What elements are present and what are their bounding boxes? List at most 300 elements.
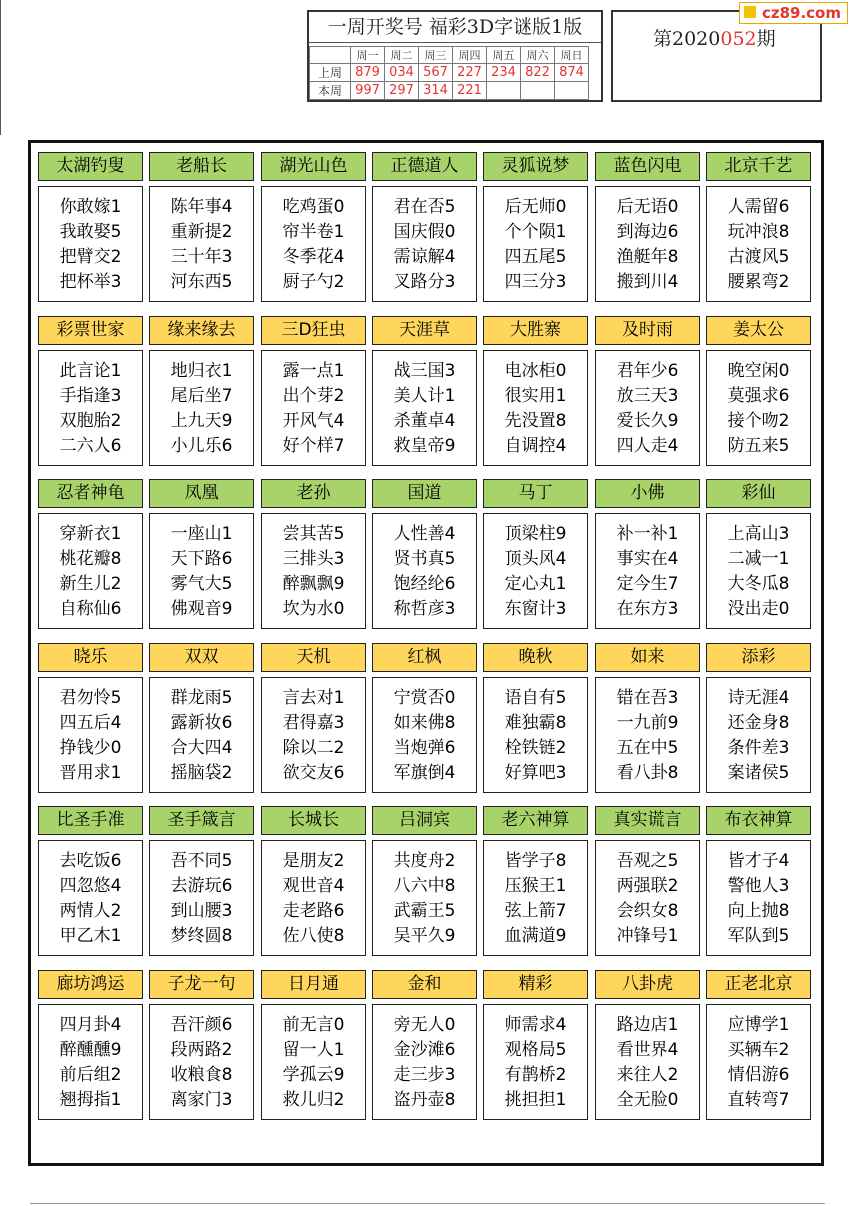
riddle-line: 语自有5 bbox=[504, 688, 567, 708]
riddle-line: 腰累弯2 bbox=[727, 272, 790, 292]
riddle-card bbox=[483, 970, 588, 1120]
riddle-body bbox=[38, 1004, 143, 1120]
riddle-line: 接个吻2 bbox=[727, 411, 790, 431]
riddle-card bbox=[706, 152, 811, 302]
page-title: 一周开奖号 福彩3D字谜版1版 bbox=[309, 12, 601, 43]
riddle-body bbox=[372, 350, 477, 466]
author-name: 太湖钓叟 bbox=[38, 152, 143, 181]
author-name: 老船长 bbox=[149, 152, 254, 181]
author-name: 小佛 bbox=[595, 479, 700, 508]
riddle-card bbox=[595, 970, 700, 1120]
riddle-card bbox=[261, 970, 366, 1120]
riddle-line: 军旗倒4 bbox=[393, 763, 456, 783]
riddle-line: 搬到川4 bbox=[616, 272, 679, 292]
issue-prefix: 第2020 bbox=[653, 28, 721, 50]
riddle-body bbox=[372, 186, 477, 302]
riddle-line: 后无师0 bbox=[504, 197, 567, 217]
riddle-line: 放三天3 bbox=[616, 386, 679, 406]
riddle-line: 战三国3 bbox=[393, 361, 456, 381]
last-week-row bbox=[310, 64, 589, 82]
riddle-line: 甲乙木1 bbox=[59, 926, 122, 946]
riddle-card bbox=[261, 643, 366, 793]
author-name: 姜太公 bbox=[706, 316, 811, 345]
author-name: 湖光山色 bbox=[261, 152, 366, 181]
riddle-card bbox=[38, 316, 143, 466]
riddle-line: 把杯举3 bbox=[59, 272, 122, 292]
riddle-line: 补一补1 bbox=[616, 524, 679, 544]
author-name: 圣手箴言 bbox=[149, 806, 254, 835]
riddle-body bbox=[706, 186, 811, 302]
draw-number: 221 bbox=[453, 82, 487, 100]
riddle-line: 四五尾5 bbox=[504, 247, 567, 267]
riddle-body bbox=[595, 513, 700, 629]
riddle-line: 四五后4 bbox=[59, 713, 122, 733]
riddle-line: 条件差3 bbox=[727, 738, 790, 758]
riddle-body bbox=[595, 840, 700, 956]
author-name: 布衣神算 bbox=[706, 806, 811, 835]
draw-number: 567 bbox=[419, 64, 453, 82]
riddle-body bbox=[38, 677, 143, 793]
riddle-card bbox=[483, 152, 588, 302]
riddle-line: 共度舟2 bbox=[393, 851, 456, 871]
site-logo[interactable] bbox=[739, 2, 848, 24]
riddle-line: 此言论1 bbox=[59, 361, 122, 381]
riddle-line: 留一人1 bbox=[282, 1040, 345, 1060]
issue-suffix: 期 bbox=[756, 28, 776, 50]
riddle-line: 军队到5 bbox=[727, 926, 790, 946]
riddle-line: 顶头风4 bbox=[504, 549, 567, 569]
riddle-line: 群龙雨5 bbox=[170, 688, 233, 708]
author-name: 金和 bbox=[372, 970, 477, 999]
riddle-line: 陈年事4 bbox=[170, 197, 233, 217]
riddle-line: 情侣游6 bbox=[727, 1065, 790, 1085]
riddle-body bbox=[483, 1004, 588, 1120]
riddle-line: 尾后坐7 bbox=[170, 386, 233, 406]
author-name: 马丁 bbox=[483, 479, 588, 508]
riddle-line: 是朋友2 bbox=[282, 851, 345, 871]
draw-number: 879 bbox=[351, 64, 385, 82]
author-name: 正老北京 bbox=[706, 970, 811, 999]
riddle-line: 路边店1 bbox=[616, 1015, 679, 1035]
author-name: 八卦虎 bbox=[595, 970, 700, 999]
riddle-line: 合大四4 bbox=[170, 738, 233, 758]
riddle-body bbox=[149, 350, 254, 466]
riddle-line: 醉飘飘9 bbox=[282, 574, 345, 594]
riddle-line: 观格局5 bbox=[504, 1040, 567, 1060]
riddle-line: 看世界4 bbox=[616, 1040, 679, 1060]
riddle-body bbox=[706, 350, 811, 466]
author-name: 长城长 bbox=[261, 806, 366, 835]
author-name: 比圣手准 bbox=[38, 806, 143, 835]
author-name: 精彩 bbox=[483, 970, 588, 999]
riddle-line: 八六中8 bbox=[393, 876, 456, 896]
author-name: 子龙一句 bbox=[149, 970, 254, 999]
riddle-body bbox=[706, 513, 811, 629]
riddle-card bbox=[38, 806, 143, 956]
author-name: 忍者神龟 bbox=[38, 479, 143, 508]
riddle-card bbox=[372, 316, 477, 466]
draw-number: 034 bbox=[385, 64, 419, 82]
riddle-line: 两强联2 bbox=[616, 876, 679, 896]
author-name: 晚秋 bbox=[483, 643, 588, 672]
riddle-body bbox=[261, 186, 366, 302]
riddle-line: 人需留6 bbox=[727, 197, 790, 217]
riddle-line: 冬季花4 bbox=[282, 247, 345, 267]
riddle-line: 三排头3 bbox=[282, 549, 345, 569]
riddle-line: 吾汗颜6 bbox=[170, 1015, 233, 1035]
draw-number: 297 bbox=[385, 82, 419, 100]
draw-number: 227 bbox=[453, 64, 487, 82]
this-week-label: 本周 bbox=[310, 82, 351, 100]
riddle-card bbox=[595, 316, 700, 466]
riddle-line: 地归衣1 bbox=[170, 361, 233, 381]
riddle-line: 血满道9 bbox=[504, 926, 567, 946]
riddle-line: 四忽悠4 bbox=[59, 876, 122, 896]
riddle-card bbox=[706, 643, 811, 793]
riddle-line: 古渡风5 bbox=[727, 247, 790, 267]
riddle-line: 人性善4 bbox=[393, 524, 456, 544]
riddle-body bbox=[372, 1004, 477, 1120]
riddle-line: 君勿怜5 bbox=[59, 688, 122, 708]
riddle-line: 先没置8 bbox=[504, 411, 567, 431]
corner-cell bbox=[310, 47, 351, 64]
riddle-line: 还金身8 bbox=[727, 713, 790, 733]
riddle-line: 两情人2 bbox=[59, 901, 122, 921]
author-name: 天机 bbox=[261, 643, 366, 672]
riddle-card bbox=[483, 643, 588, 793]
riddle-line: 自调控4 bbox=[504, 436, 567, 456]
riddle-body bbox=[372, 513, 477, 629]
riddle-line: 到海边6 bbox=[616, 222, 679, 242]
day-fri: 周五 bbox=[487, 47, 521, 64]
author-name: 三D狂虫 bbox=[261, 316, 366, 345]
riddle-line: 玩冲浪8 bbox=[727, 222, 790, 242]
riddle-body bbox=[483, 186, 588, 302]
author-name: 彩仙 bbox=[706, 479, 811, 508]
left-edge-line bbox=[0, 0, 1, 135]
riddle-line: 前后组2 bbox=[59, 1065, 122, 1085]
riddle-line: 雾气大5 bbox=[170, 574, 233, 594]
riddle-card bbox=[372, 643, 477, 793]
riddle-line: 一九前9 bbox=[616, 713, 679, 733]
riddle-line: 个个陨1 bbox=[504, 222, 567, 242]
riddle-card bbox=[595, 479, 700, 629]
riddle-body bbox=[372, 840, 477, 956]
riddle-body bbox=[261, 677, 366, 793]
riddle-line: 后无语0 bbox=[616, 197, 679, 217]
riddle-card bbox=[149, 152, 254, 302]
riddle-line: 称哲彦3 bbox=[393, 599, 456, 619]
riddle-line: 莫强求6 bbox=[727, 386, 790, 406]
riddle-line: 电冰柜0 bbox=[504, 361, 567, 381]
riddle-line: 自称仙6 bbox=[59, 599, 122, 619]
riddle-body bbox=[149, 1004, 254, 1120]
riddle-line: 弦上箭7 bbox=[504, 901, 567, 921]
riddle-card bbox=[149, 316, 254, 466]
riddle-line: 开风气4 bbox=[282, 411, 345, 431]
riddle-line: 四人走4 bbox=[616, 436, 679, 456]
riddle-line: 醉醺醺9 bbox=[59, 1040, 122, 1060]
riddle-body bbox=[372, 677, 477, 793]
day-sat: 周六 bbox=[521, 47, 555, 64]
riddle-line: 如来佛8 bbox=[393, 713, 456, 733]
riddle-body bbox=[483, 677, 588, 793]
riddle-line: 武霸王5 bbox=[393, 901, 456, 921]
riddle-body bbox=[261, 513, 366, 629]
riddle-line: 出个芽2 bbox=[282, 386, 345, 406]
riddle-line: 学孤云9 bbox=[282, 1065, 345, 1085]
riddle-body bbox=[595, 186, 700, 302]
riddle-card bbox=[595, 806, 700, 956]
riddle-line: 四月卦4 bbox=[59, 1015, 122, 1035]
riddle-line: 前无言0 bbox=[282, 1015, 345, 1035]
author-name: 红枫 bbox=[372, 643, 477, 672]
draw-number: 874 bbox=[555, 64, 589, 82]
riddle-line: 露新妆6 bbox=[170, 713, 233, 733]
riddle-line: 摇脑袋2 bbox=[170, 763, 233, 783]
bottom-divider bbox=[30, 1203, 825, 1204]
riddle-line: 直转弯7 bbox=[727, 1090, 790, 1110]
riddle-line: 手指逢3 bbox=[59, 386, 122, 406]
riddle-line: 顶梁柱9 bbox=[504, 524, 567, 544]
riddle-line: 去游玩6 bbox=[170, 876, 233, 896]
riddle-line: 美人计1 bbox=[393, 386, 456, 406]
author-name: 蓝色闪电 bbox=[595, 152, 700, 181]
riddle-card bbox=[372, 479, 477, 629]
riddle-line: 新生儿2 bbox=[59, 574, 122, 594]
riddle-line: 走三步3 bbox=[393, 1065, 456, 1085]
riddle-body bbox=[483, 513, 588, 629]
riddle-line: 皆才子4 bbox=[727, 851, 790, 871]
riddle-card bbox=[38, 479, 143, 629]
riddle-line: 定心丸1 bbox=[504, 574, 567, 594]
riddle-line: 防五来5 bbox=[727, 436, 790, 456]
riddle-line: 离家门3 bbox=[170, 1090, 233, 1110]
riddle-body bbox=[261, 840, 366, 956]
riddle-line: 大冬瓜8 bbox=[727, 574, 790, 594]
riddle-line: 晋用求1 bbox=[59, 763, 122, 783]
riddle-card bbox=[149, 970, 254, 1120]
day-header-row bbox=[310, 47, 589, 64]
draw-number bbox=[521, 82, 555, 100]
riddle-line: 吃鸡蛋0 bbox=[282, 197, 345, 217]
riddle-card bbox=[595, 643, 700, 793]
riddle-line: 除以二2 bbox=[282, 738, 345, 758]
riddle-line: 栓铁链2 bbox=[504, 738, 567, 758]
riddle-line: 观世音4 bbox=[282, 876, 345, 896]
riddle-line: 应博学1 bbox=[727, 1015, 790, 1035]
riddle-card bbox=[372, 970, 477, 1120]
riddle-line: 露一点1 bbox=[282, 361, 345, 381]
riddle-line: 上高山3 bbox=[727, 524, 790, 544]
riddle-line: 师需求4 bbox=[504, 1015, 567, 1035]
riddle-line: 救皇帝9 bbox=[393, 436, 456, 456]
author-name: 及时雨 bbox=[595, 316, 700, 345]
day-wed: 周三 bbox=[419, 47, 453, 64]
riddle-body bbox=[38, 840, 143, 956]
author-name: 北京千艺 bbox=[706, 152, 811, 181]
riddle-card bbox=[595, 152, 700, 302]
riddle-board bbox=[28, 140, 824, 1166]
riddle-card bbox=[483, 806, 588, 956]
riddle-body bbox=[595, 677, 700, 793]
riddle-line: 好算吧3 bbox=[504, 763, 567, 783]
riddle-body bbox=[261, 350, 366, 466]
day-sun: 周日 bbox=[555, 47, 589, 64]
day-mon: 周一 bbox=[351, 47, 385, 64]
riddle-line: 宁赏否0 bbox=[393, 688, 456, 708]
riddle-line: 佛观音9 bbox=[170, 599, 233, 619]
riddle-line: 四三分3 bbox=[504, 272, 567, 292]
riddle-line: 晚空闲0 bbox=[727, 361, 790, 381]
riddle-line: 吾观之5 bbox=[616, 851, 679, 871]
riddle-line: 国庆假0 bbox=[393, 222, 456, 242]
riddle-line: 去吃饭6 bbox=[59, 851, 122, 871]
riddle-line: 爱长久9 bbox=[616, 411, 679, 431]
riddle-line: 君在否5 bbox=[393, 197, 456, 217]
draw-number: 314 bbox=[419, 82, 453, 100]
riddle-line: 案诸侯5 bbox=[727, 763, 790, 783]
author-name: 老孙 bbox=[261, 479, 366, 508]
riddle-line: 渔艇年8 bbox=[616, 247, 679, 267]
riddle-card bbox=[261, 152, 366, 302]
riddle-card bbox=[38, 970, 143, 1120]
riddle-line: 杀董卓4 bbox=[393, 411, 456, 431]
riddle-line: 吾不同5 bbox=[170, 851, 233, 871]
riddle-card bbox=[149, 806, 254, 956]
day-tue: 周二 bbox=[385, 47, 419, 64]
day-thu: 周四 bbox=[453, 47, 487, 64]
riddle-body bbox=[149, 677, 254, 793]
author-name: 凤凰 bbox=[149, 479, 254, 508]
riddle-card bbox=[261, 806, 366, 956]
draw-number: 997 bbox=[351, 82, 385, 100]
riddle-line: 你敢嫁1 bbox=[59, 197, 122, 217]
riddle-body bbox=[595, 350, 700, 466]
riddle-line: 小儿乐6 bbox=[170, 436, 233, 456]
riddle-line: 诗无涯4 bbox=[727, 688, 790, 708]
riddle-body bbox=[38, 350, 143, 466]
riddle-line: 收粮食8 bbox=[170, 1065, 233, 1085]
riddle-line: 我敢娶5 bbox=[59, 222, 122, 242]
last-week-label: 上周 bbox=[310, 64, 351, 82]
riddle-card bbox=[483, 316, 588, 466]
author-name: 如来 bbox=[595, 643, 700, 672]
riddle-card bbox=[372, 806, 477, 956]
riddle-line: 坎为水0 bbox=[282, 599, 345, 619]
riddle-line: 君年少6 bbox=[616, 361, 679, 381]
riddle-line: 当炮弹6 bbox=[393, 738, 456, 758]
riddle-body bbox=[483, 350, 588, 466]
author-name: 吕洞宾 bbox=[372, 806, 477, 835]
author-name: 灵狐说梦 bbox=[483, 152, 588, 181]
riddle-line: 梦终圆8 bbox=[170, 926, 233, 946]
riddle-line: 有鹊桥2 bbox=[504, 1065, 567, 1085]
issue-label bbox=[653, 24, 776, 51]
riddle-card bbox=[706, 316, 811, 466]
author-name: 廊坊鸿运 bbox=[38, 970, 143, 999]
riddle-line: 一座山1 bbox=[170, 524, 233, 544]
riddle-line: 很实用1 bbox=[504, 386, 567, 406]
riddle-card bbox=[38, 152, 143, 302]
riddle-body bbox=[149, 513, 254, 629]
riddle-line: 挑担担1 bbox=[504, 1090, 567, 1110]
riddle-line: 翘拇指1 bbox=[59, 1090, 122, 1110]
riddle-body bbox=[595, 1004, 700, 1120]
riddle-line: 需谅解4 bbox=[393, 247, 456, 267]
riddle-line: 错在吾3 bbox=[616, 688, 679, 708]
logo-text: cz89.com bbox=[761, 4, 841, 22]
riddle-card bbox=[483, 479, 588, 629]
author-name: 天涯草 bbox=[372, 316, 477, 345]
author-name: 真实谎言 bbox=[595, 806, 700, 835]
riddle-line: 吴平久9 bbox=[393, 926, 456, 946]
riddle-body bbox=[706, 840, 811, 956]
riddle-line: 把臂交2 bbox=[59, 247, 122, 267]
draw-number: 822 bbox=[521, 64, 555, 82]
issue-number: 052 bbox=[720, 28, 757, 50]
riddle-line: 好个样7 bbox=[282, 436, 345, 456]
riddle-line: 警他人3 bbox=[727, 876, 790, 896]
author-name: 添彩 bbox=[706, 643, 811, 672]
riddle-card bbox=[149, 643, 254, 793]
draw-number: 234 bbox=[487, 64, 521, 82]
author-name: 国道 bbox=[372, 479, 477, 508]
riddle-line: 欲交友6 bbox=[282, 763, 345, 783]
riddle-card bbox=[706, 970, 811, 1120]
riddle-body bbox=[149, 840, 254, 956]
riddle-line: 难独霸8 bbox=[504, 713, 567, 733]
draw-number bbox=[487, 82, 521, 100]
riddle-card bbox=[38, 643, 143, 793]
riddle-line: 冲锋号1 bbox=[616, 926, 679, 946]
draw-number bbox=[555, 82, 589, 100]
riddle-line: 帘半卷1 bbox=[282, 222, 345, 242]
riddle-line: 压猴王1 bbox=[504, 876, 567, 896]
riddle-line: 定今生7 bbox=[616, 574, 679, 594]
riddle-body bbox=[38, 186, 143, 302]
author-name: 缘来缘去 bbox=[149, 316, 254, 345]
riddle-line: 河东西5 bbox=[170, 272, 233, 292]
riddle-line: 桃花瓣8 bbox=[59, 549, 122, 569]
riddle-line: 看八卦8 bbox=[616, 763, 679, 783]
riddle-line: 旁无人0 bbox=[393, 1015, 456, 1035]
riddle-line: 二减一1 bbox=[727, 549, 790, 569]
riddle-line: 事实在4 bbox=[616, 549, 679, 569]
riddle-card bbox=[261, 316, 366, 466]
riddle-line: 到山腰3 bbox=[170, 901, 233, 921]
riddle-line: 五在中5 bbox=[616, 738, 679, 758]
author-name: 老六神算 bbox=[483, 806, 588, 835]
riddle-line: 来往人2 bbox=[616, 1065, 679, 1085]
riddle-line: 尝其苦5 bbox=[282, 524, 345, 544]
riddle-line: 段两路2 bbox=[170, 1040, 233, 1060]
riddle-line: 会织女8 bbox=[616, 901, 679, 921]
this-week-row bbox=[310, 82, 589, 100]
riddle-line: 上九天9 bbox=[170, 411, 233, 431]
riddle-body bbox=[706, 1004, 811, 1120]
riddle-line: 在东方3 bbox=[616, 599, 679, 619]
author-name: 晓乐 bbox=[38, 643, 143, 672]
riddle-card bbox=[261, 479, 366, 629]
author-name: 双双 bbox=[149, 643, 254, 672]
riddle-line: 饱经纶6 bbox=[393, 574, 456, 594]
riddle-line: 买辆车2 bbox=[727, 1040, 790, 1060]
riddle-body bbox=[38, 513, 143, 629]
riddle-line: 贤书真5 bbox=[393, 549, 456, 569]
riddle-line: 言去对1 bbox=[282, 688, 345, 708]
riddle-line: 没出走0 bbox=[727, 599, 790, 619]
